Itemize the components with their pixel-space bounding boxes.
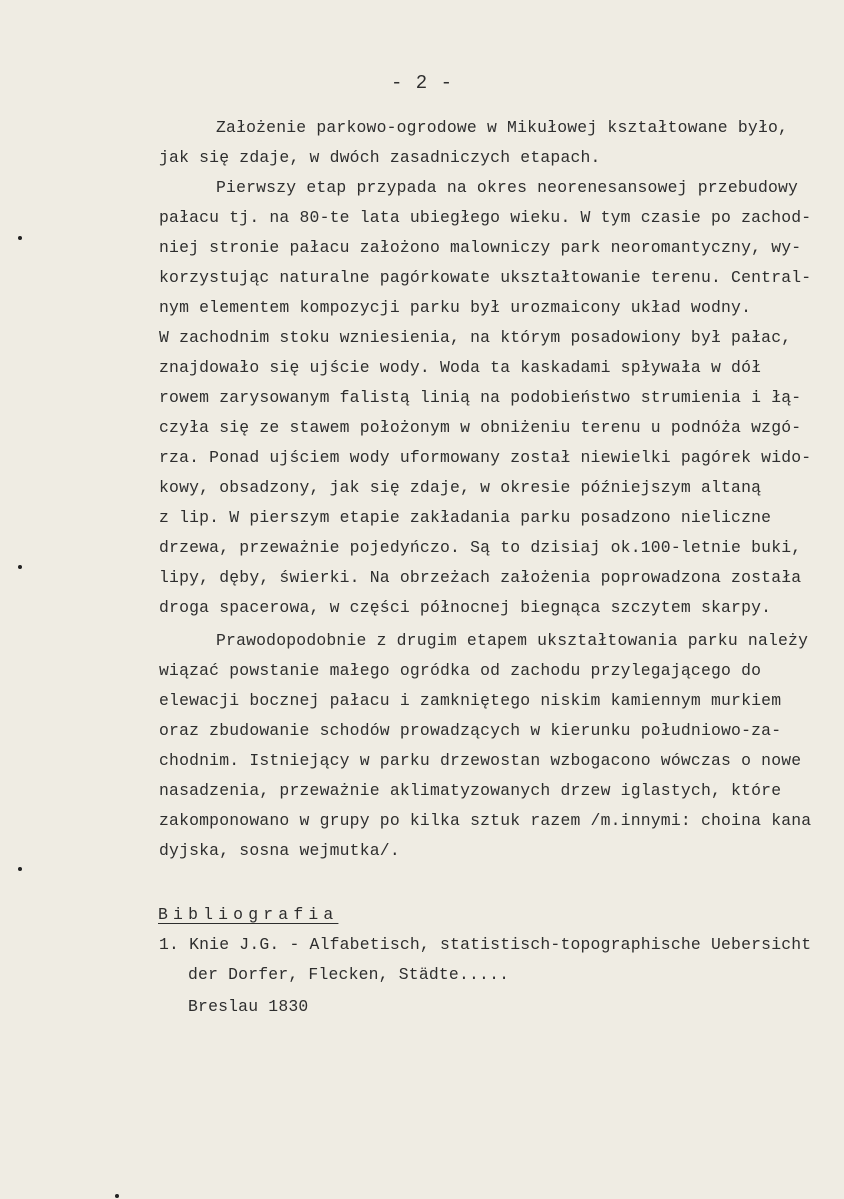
paragraph-3-line-4: oraz zbudowanie schodów prowadzących w kierunku południowo-za-: [159, 721, 782, 740]
left-margin-mark: [18, 867, 22, 871]
paragraph-2-line-4: korzystując naturalne pagórkowate ukształtowanie terenu. Central-: [159, 268, 812, 287]
paragraph-2-line-2: pałacu tj. na 80-te lata ubiegłego wieku. W tym czasie po zachod-: [159, 208, 812, 227]
paragraph-2-line-11: kowy, obsadzony, jak się zdaje, w okresie późniejszym altaną: [159, 478, 762, 497]
paragraph-3-line-5: chodnim. Istniejący w parku drzewostan wzbogacono wówczas o nowe: [159, 751, 802, 770]
bibliography-entry-1-line-1: 1. Knie J.G. - Alfabetisch, statistisch-topographische Uebersicht: [159, 935, 812, 954]
paragraph-1-line-1: Założenie parkowo-ogrodowe w Mikułowej kształtowane było,: [216, 118, 789, 137]
page-number: - 2 -: [390, 72, 453, 94]
paragraph-2-line-10: rza. Ponad ujściem wody uformowany został niewielki pagórek wido-: [159, 448, 812, 467]
paragraph-2-line-7: znajdowało się ujście wody. Woda ta kaskadami spływała w dół: [159, 358, 762, 377]
bibliography-heading: Bibliografia: [158, 905, 339, 924]
paragraph-2-line-12: z lip. W pierszym etapie zakładania parku posadzono nieliczne: [159, 508, 772, 527]
paragraph-2-line-6: W zachodnim stoku wzniesienia, na którym posadowiony był pałac,: [159, 328, 792, 347]
paragraph-2-line-1: Pierwszy etap przypada na okres neorenesansowej przebudowy: [216, 178, 799, 197]
paragraph-3-line-1: Prawodopodobnie z drugim etapem ukształtowania parku należy: [216, 631, 809, 650]
bottom-margin-mark: [115, 1194, 119, 1198]
paragraph-3-line-8: dyjska, sosna wejmutka/.: [159, 841, 400, 860]
paragraph-2-line-15: droga spacerowa, w części północnej biegnąca szczytem skarpy.: [159, 598, 772, 617]
bibliography-entry-1-line-3: Breslau 1830: [188, 997, 309, 1016]
paragraph-2-line-3: niej stronie pałacu założono malowniczy park neoromantyczny, wy-: [159, 238, 802, 257]
paragraph-2-line-8: rowem zarysowanym falistą linią na podobieństwo strumienia i łą-: [159, 388, 802, 407]
left-margin-mark: [18, 236, 22, 240]
paragraph-2-line-14: lipy, dęby, świerki. Na obrzeżach założenia poprowadzona została: [159, 568, 802, 587]
paragraph-3-line-6: nasadzenia, przeważnie aklimatyzowanych drzew iglastych, które: [159, 781, 782, 800]
paragraph-3-line-2: wiązać powstanie małego ogródka od zachodu przylegającego do: [159, 661, 762, 680]
paragraph-1-line-2: jak się zdaje, w dwóch zasadniczych etapach.: [159, 148, 601, 167]
left-margin-mark: [18, 565, 22, 569]
paragraph-2-line-5: nym elementem kompozycji parku był urozmaicony układ wodny.: [159, 298, 752, 317]
paragraph-2-line-9: czyła się ze stawem położonym w obniżeniu terenu u podnóża wzgó-: [159, 418, 802, 437]
paragraph-3-line-3: elewacji bocznej pałacu i zamkniętego niskim kamiennym murkiem: [159, 691, 782, 710]
paragraph-3-line-7: zakomponowano w grupy po kilka sztuk razem /m.innymi: choina kana: [159, 811, 812, 830]
paragraph-2-line-13: drzewa, przeważnie pojedyńczo. Są to dzisiaj ok.100-letnie buki,: [159, 538, 802, 557]
bibliography-entry-1-line-2: der Dorfer, Flecken, Städte.....: [188, 965, 510, 984]
